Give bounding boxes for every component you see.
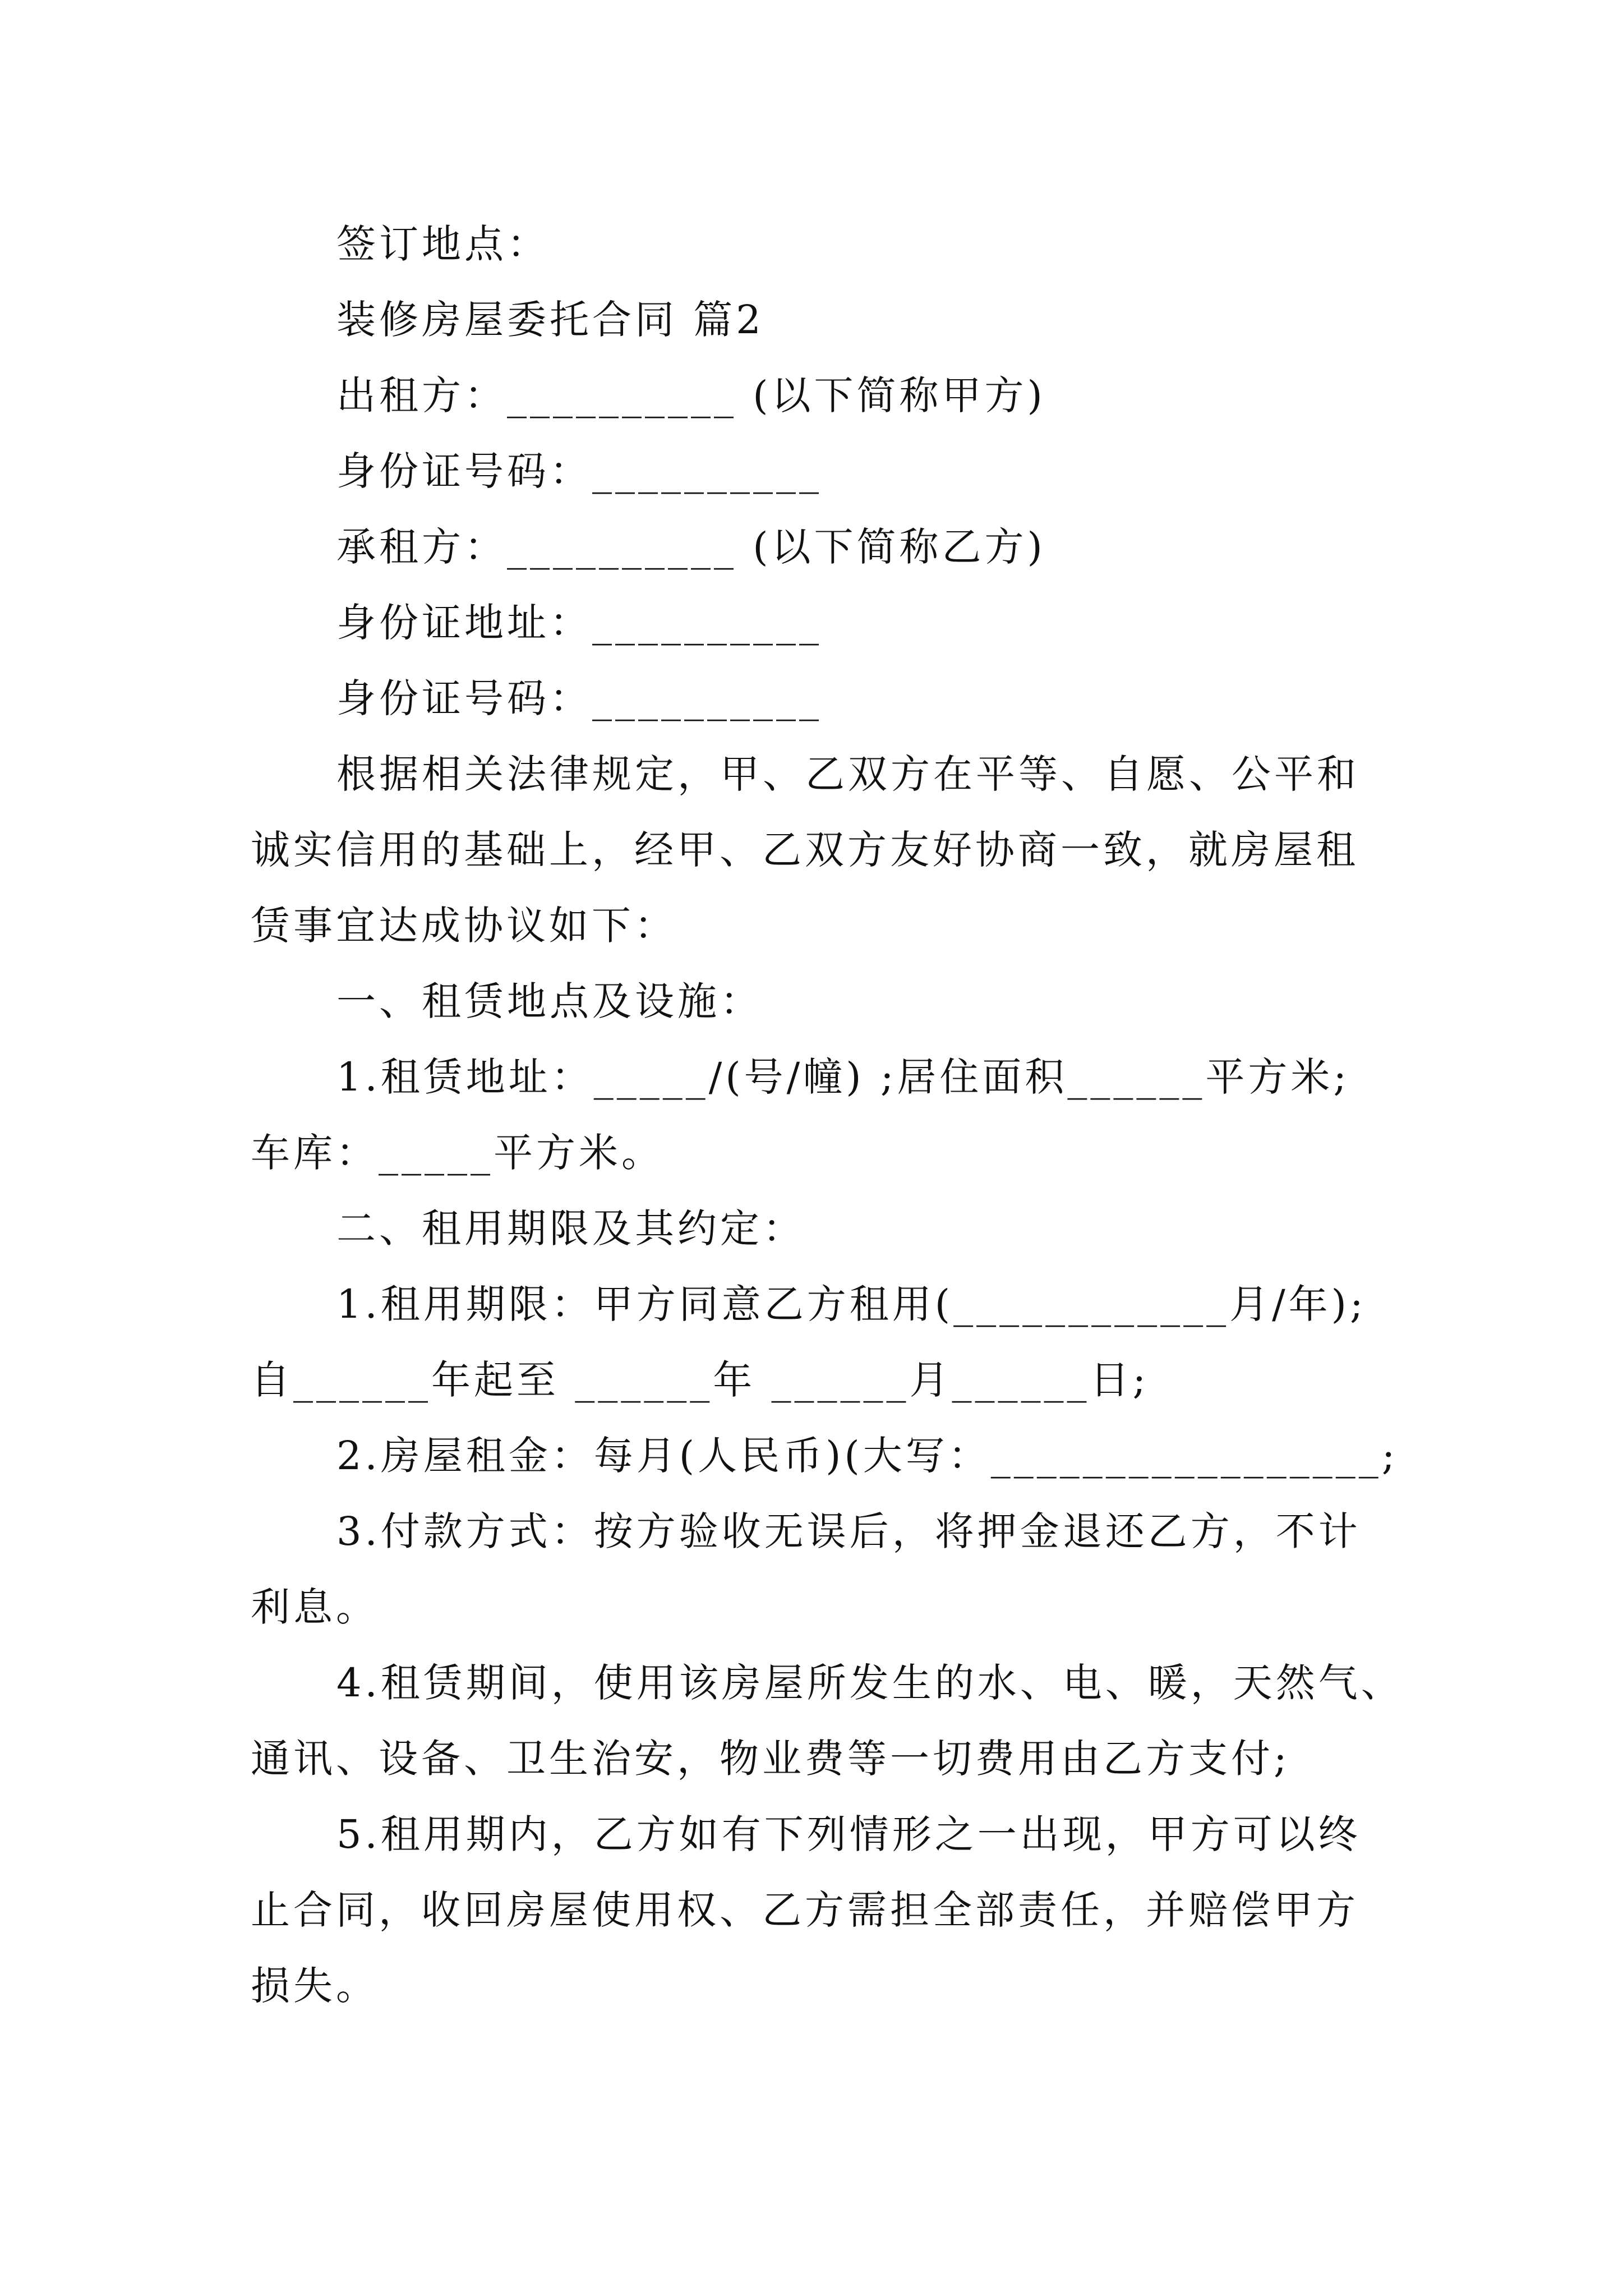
clause-2-4-line-1: 4.租赁期间，使用该房屋所发生的水、电、暖，天然气、 [336, 1660, 1404, 1706]
clause-2-5-line-2: 止合同，收回房屋使用权、乙方需担全部责任，并赔偿甲方 [251, 1887, 1359, 1933]
clause-1-1-line-2: 车库：_____平方米。 [251, 1130, 664, 1176]
clause-2-3-line-2: 利息。 [251, 1584, 379, 1630]
lessee-id-address-line: 身份证地址：__________ [336, 600, 822, 646]
clause-2-5-line-1: 5.租用期内，乙方如有下列情形之一出现，甲方可以终 [336, 1811, 1361, 1857]
section-heading: 装修房屋委托合同 篇2 [336, 297, 764, 343]
signing-place-line: 签订地点： [336, 221, 550, 267]
lessor-line: 出租方：__________ (以下简称甲方) [336, 372, 1046, 418]
clause-2-3-line-1: 3.付款方式：按方验收无误后，将押金退还乙方，不计 [336, 1508, 1361, 1554]
preamble-line-3: 赁事宜达成协议如下： [251, 903, 677, 949]
clause-heading-2: 二、租用期限及其约定： [336, 1205, 805, 1251]
lessee-id-number-line: 身份证号码：__________ [336, 675, 822, 721]
preamble-line-1: 根据相关法律规定，甲、乙双方在平等、自愿、公平和 [336, 751, 1359, 797]
clause-2-4-line-2: 通讯、设备、卫生治安，物业费等一切费用由乙方支付; [251, 1736, 1290, 1782]
clause-2-5-line-3: 损失。 [251, 1963, 379, 2009]
clause-2-2-line: 2.房屋租金：每月(人民币)(大写：_________________; [336, 1433, 1399, 1479]
clause-2-1-line-1: 1.租用期限：甲方同意乙方租用(____________月/年); [336, 1281, 1367, 1327]
preamble-line-2: 诚实信用的基础上，经甲、乙双方友好协商一致，就房屋租 [251, 827, 1359, 873]
clause-heading-1: 一、租赁地点及设施： [336, 978, 763, 1024]
lessee-line: 承租方：__________ (以下简称乙方) [336, 524, 1046, 570]
lessor-id-number-line: 身份证号码：__________ [336, 448, 822, 494]
clause-1-1-line-1: 1.租赁地址：_____/(号/幢) ;居住面积______平方米; [336, 1054, 1350, 1100]
clause-2-1-line-2: 自______年起至 ______年 ______月______日; [251, 1357, 1150, 1403]
